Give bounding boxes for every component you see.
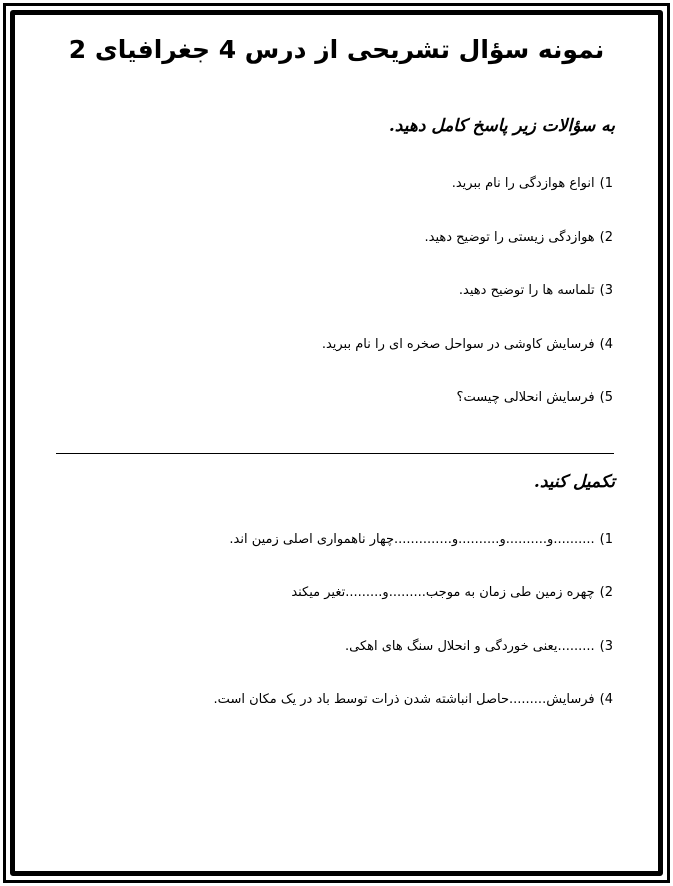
question-number: 2)	[599, 585, 613, 600]
section1-question-5	[457, 390, 613, 405]
question-text: .........یعنی خوردگی و انحلال سنگ های اهکی.	[345, 639, 595, 654]
question-number: 5)	[599, 390, 613, 405]
question-number: 3)	[599, 283, 613, 298]
section1-question-1	[452, 176, 613, 191]
question-number: 1)	[599, 176, 613, 191]
question-number: 3)	[599, 639, 613, 654]
section2-question-2	[291, 585, 613, 600]
section-divider	[56, 453, 614, 454]
page-title: نمونه سؤال تشریحی از درس 4 جغرافیای 2	[68, 35, 605, 64]
question-text: ..........و..........و..........و..............چهار ناهمواری اصلی زمین اند.	[229, 532, 595, 547]
section1-heading: به سؤالات زیر پاسخ کامل دهید.	[388, 116, 615, 136]
question-text: هوازدگی زیستی را توضیح دهید.	[424, 230, 595, 245]
question-number: 4)	[599, 337, 613, 352]
question-text: تلماسه ها را توضیح دهید.	[458, 283, 595, 298]
section2-heading: تکمیل کنید.	[533, 472, 615, 492]
question-number: 1)	[599, 532, 613, 547]
page-inner-border	[10, 10, 663, 876]
section1-question-2	[424, 230, 613, 245]
question-number: 4)	[599, 692, 613, 707]
section2-question-3	[345, 639, 613, 654]
question-text: فرسایش کاوشی در سواحل صخره ای را نام ببرید.	[321, 337, 595, 352]
section2-question-1	[229, 532, 613, 547]
section1-question-4	[322, 337, 613, 352]
question-text: فرسایش انحلالی چیست؟	[456, 390, 595, 405]
question-text: چهره زمین طی زمان به موجب.........و.........تغیر میکند	[291, 585, 595, 600]
section1-question-3	[459, 283, 613, 298]
section2-question-4	[214, 692, 613, 707]
question-number: 2)	[599, 230, 613, 245]
question-text: فرسایش.........حاصل انباشته شدن ذرات توسط باد در یک مکان است.	[213, 692, 595, 707]
question-text: انواع هوازدگی را نام ببرید.	[451, 176, 595, 191]
